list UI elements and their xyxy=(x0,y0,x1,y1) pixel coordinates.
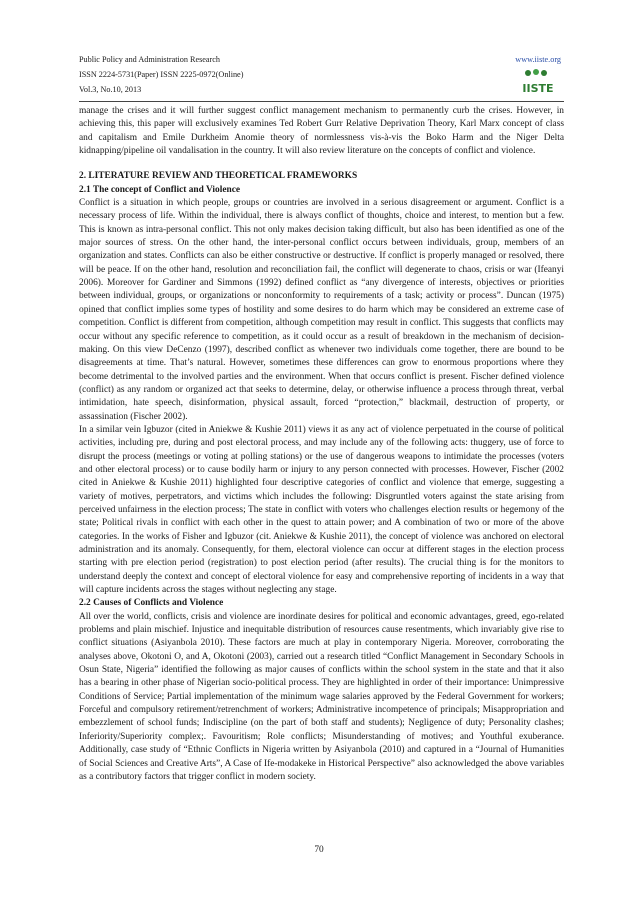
header-divider xyxy=(79,101,564,102)
paragraph-causes: All over the world, conflicts, crisis and violence are inordinate desires for political and economic advantages, greed, ego-related problems and plain mischief. Injustice and inequitable distribution of resources cause resentments, which invariably give rise to conflict situations (Asiyanbola 2010). These factors are much at play in contemporary Nigeria. Moreover, corroborating the analyses above, Okotoni O, and A, Okotoni (2003), carried out a research titled “Conflict Management in Secondary Schools in Osun State, Nigeria” identified the following as major causes of conflicts within the school system in the state and that it also has a bearing in other phase of Nigerian socio-political process. They are highlighted in order of their importance: Unimpressive Conditions of Service; Partial implementation of the minimum wage salaries approved by the Federal Government for workers; Forceful and compulsory retirement/retrenchment of workers; Administrative incompetence of principals; Misappropriation and embezzlement of school funds; Indiscipline (on the part of both staff and students); Negligence of duty; Personality clashes; Inferiority/Superiority complex;. Favouritism; Role conflicts; Misunderstanding of motives; and Youthful exuberance. Additionally, case study of “Ethnic Conflicts in Nigeria written by Asiyanbola (2010) and captured in a “Journal of Humanities of Social Sciences and Creative Arts”, A Case of Ife-modakeke in Historical Perspective” also acknowledged the above variables as a contributory factors that trigger conflict in modern society. xyxy=(79,611,564,782)
subsection-heading-2-2: 2.2 Causes of Conflicts and Violence xyxy=(79,598,224,609)
paragraph-conflict-concept: Conflict is a situation in which people, groups or countries are involved in a serious disagreement or argument. Conflict is a necessary process of life. Within the individual, there is always conflict of thoughts, choice and interest, to mention but a few. This is known as intra-personal conflict. This not only makes decision taking difficult, but also has been identified as one of the major sources of stress. On the other hand, the inter-personal conflict occurs between individuals, group, members of an organization and states. Conflicts can also be either constructive or destructive. If conflict is properly managed or resolved, there will be peace. If on the other hand, resolution and reconciliation fail, the conflict will degenerate to chaos, crisis or war (Ifeanyi 2006). Moreover for Gardiner and Simmons (1992) defined conflict as “any divergence of interests, objectives or priorities between individual, groups, or organizations or nonconformity to requirements of a task; activity or process”. Duncan (1975) opined that conflict implies some types of hostility and some desires to do harm which may be considered an extreme case of competition. Conflict is different from competition, although competition may result in conflict. This suggests that conflicts may occur without any specific reference to competition, as it could occur as a result of breakdown in the mechanism of decision-making. On this view DeCenzo (1997), described conflict as whenever two individuals come together, there are bound to be disagreements at time. That’s natural. However, sometimes these differences can grow to enormous proportions where they become detrimental to the involved parties and the environment. When that occurs conflict is present. Fischer defined violence (conflict) as any random or organized act that seeks to determine, delay, or otherwise influence a process through threat, verbal intimidation, hate speech, disinformation, physical assault, forced “protection,” blackmail, destruction of property, or assassination (Fischer 2002). xyxy=(79,198,564,422)
article-body xyxy=(79,105,564,784)
section-heading: 2. LITERATURE REVIEW AND THEORETICAL FRAMEWORKS xyxy=(79,171,358,182)
paragraph-igbuzor: In a similar vein Igbuzor (cited in Aniekwe & Kushie 2011) views it as any act of violence perpetuated in the course of political activities, including pre, during and post electoral process, and may include any of the following acts: thuggery, use of force to disrupt the process (meetings or voting at polling stations) or the use of dangerous weapons to intimidate the processes (voters and other electoral process) or to cause bodily harm or injury to any person connected with processes. However, Fischer (2002 cited in Aniekwe & Kushie 2011) highlighted four descriptive categories of conflict and violence that emerge, suggesting a variety of motives, perpetrators, and victims which includes the following: Disgruntled voters against the state arising from perceived unfairness in the election process; The state in conflict with voters who challenges election results or hegemony of the state; Political rivals in conflict with each other in the quest to attain power; and A combination of two or more of the above categories. In the works of Fisher and Igbuzor (cit. Aniekwe & Kushie 2011), the concept of violence was anchored on electoral administration and its anomaly. Consequently, for them, electoral violence can occur at different stages in the election process starting with pre election period (registration) to post election period (after results). The crucial thing is for the monitors to understand deeply the context and concept of electoral violence for easy and comprehensive reporting of incidents in a way that will capture incidents across the stages without neglecting any stage. xyxy=(79,424,564,596)
subsection-heading-2-1: 2.1 The concept of Conflict and Violence xyxy=(79,184,241,195)
volume-line: Vol.3, No.10, 2013 xyxy=(79,85,142,94)
iiste-logo xyxy=(519,68,557,98)
intro-paragraph: manage the crises and it will further suggest conflict management mechanism to permanently curb the crises. However, in achieving this, this paper will exclusively examines Ted Robert Gurr Relative Deprivation Theory, Karl Marx concept of class and capitalism and Emile Durkheim Anomie theory of normlessness vis-à-vis the Boko Harm and the Niger Delta kidnapping/pipeline oil vandalisation in the country. It will also review literature on the concepts of conflict and violence. xyxy=(79,106,564,157)
svg-text:IISTE: IISTE xyxy=(522,82,554,95)
page-number: 70 xyxy=(314,845,324,855)
journal-name: Public Policy and Administration Research xyxy=(79,55,220,64)
page-header xyxy=(79,52,561,100)
journal-url-link[interactable]: www.iiste.org xyxy=(515,55,561,64)
issn-line: ISSN 2224-5731(Paper) ISSN 2225-0972(Online) xyxy=(79,70,244,79)
